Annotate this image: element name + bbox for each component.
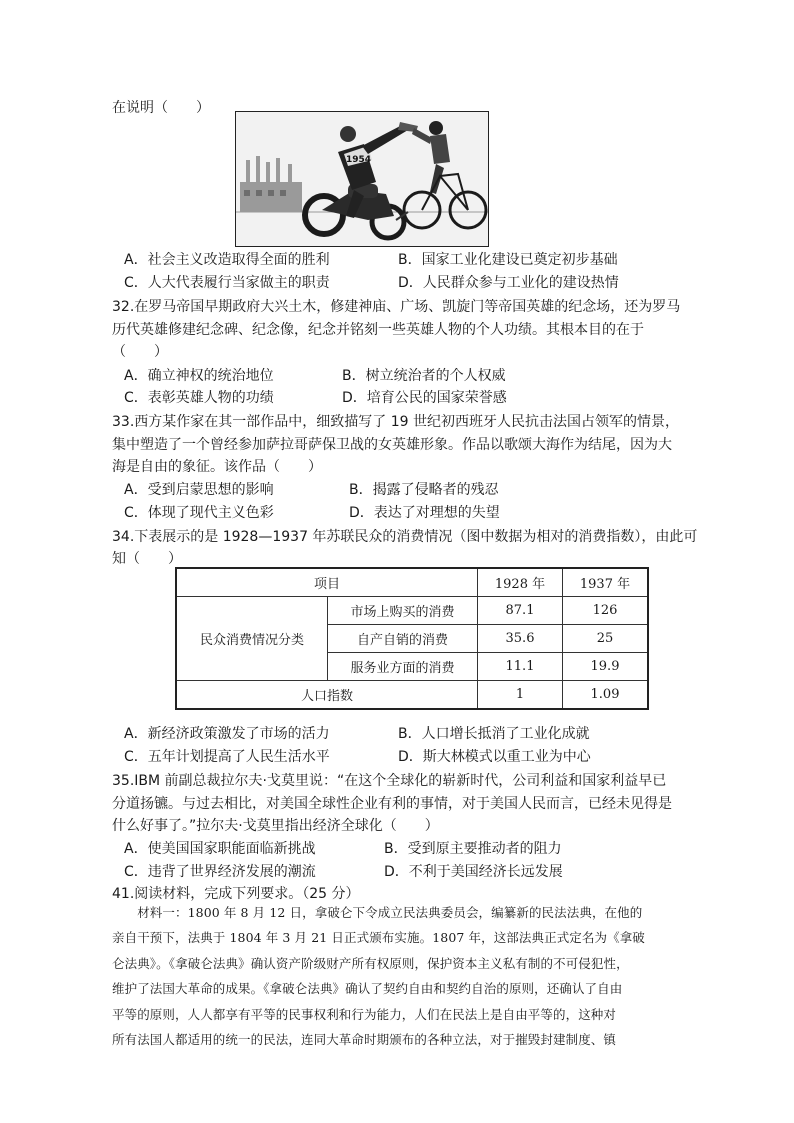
q41-title: 41.阅读材料，完成下列要求。（25 分） (112, 886, 360, 902)
q35-option-a[interactable]: A．使美国国家职能面临新挑战 (124, 841, 316, 857)
q33-stem-line-3: 海是自由的象征。该作品（ ） (112, 459, 322, 475)
table-cell: 1.09 (563, 681, 649, 710)
q35-option-b[interactable]: B．受到原主要推动者的阻力 (384, 841, 562, 857)
q31-option-b[interactable]: B．国家工业化建设已奠定初步基础 (398, 252, 618, 268)
table-header-cell: 1928 年 (478, 568, 563, 597)
q34-option-c[interactable]: C．五年计划提高了人民生活水平 (124, 749, 330, 765)
q32-option-c[interactable]: C．表彰英雄人物的功绩 (124, 390, 274, 406)
q32-option-d[interactable]: D．培育公民的国家荣誉感 (342, 390, 507, 406)
q35-stem-line-1: 35.IBM 前副总裁拉尔夫·戈莫里说：“在这个全球化的崭新时代，公司利益和国家利益早已 (112, 773, 667, 789)
q35-option-c[interactable]: C．违背了世界经济发展的潮流 (124, 864, 316, 880)
q32-stem-line-3: （ ） (112, 344, 168, 360)
q33-option-b[interactable]: B．揭露了侵略者的残忍 (349, 482, 499, 498)
q34-stem-line-1: 34.下表展示的是 1928—1937 年苏联民众的消费情况（图中数据为相对的消费指数），由此可 (112, 529, 698, 545)
q41-material-one (112, 900, 684, 1052)
q33-option-d[interactable]: D．表达了对理想的失望 (349, 505, 500, 521)
table-cell: 市场上购买的消费 (328, 597, 478, 625)
table-cell: 126 (563, 597, 649, 625)
q32-option-a[interactable]: A．确立神权的统治地位 (124, 368, 274, 384)
q34-option-d[interactable]: D．斯大林模式以重工业为中心 (398, 749, 591, 765)
material-line: 所有法国人都适用的统一的民法，连同大革命时期颁布的各种立法，对于摧毁封建制度、镇 (112, 1032, 617, 1048)
q31-option-a[interactable]: A．社会主义改造取得全面的胜利 (124, 252, 330, 268)
poster-number-label: 1954 (346, 155, 372, 165)
q34-option-b[interactable]: B．人口增长抵消了工业化成就 (398, 726, 590, 742)
q33-stem-line-2: 集中塑造了一个曾经参加萨拉哥萨保卫战的女英雄形象。作品以歌颂大海作为结尾，因为大 (112, 437, 672, 453)
table-cell: 自产自销的消费 (328, 625, 478, 653)
material-line: 材料一：1800 年 8 月 12 日，拿破仑下令成立民法典委员会，编纂新的民法法典，在他的 (112, 905, 643, 920)
table-cell: 1 (478, 681, 563, 710)
consumption-table (175, 567, 649, 710)
poster-illustration (236, 112, 488, 246)
table-header-row (176, 568, 648, 597)
q35-stem-line-3: 什么好事了。”拉尔夫·戈莫里指出经济全球化（ ） (112, 818, 439, 834)
table-cell: 19.9 (563, 653, 649, 681)
material-line: 亲自干预下，法典于 1804 年 3 月 21 日正式颁布实施。1807 年，这部法典正式定名为《拿破 (112, 930, 645, 946)
q35-stem-line-2: 分道扬镳。与过去相比，对美国全球性企业有利的事情，对于美国人民而言，已经未见得是 (112, 796, 672, 812)
q31-option-c[interactable]: C．人大代表履行当家做主的职责 (124, 275, 330, 291)
q32-option-b[interactable]: B．树立统治者的个人权威 (342, 368, 506, 384)
q33-option-c[interactable]: C．体现了现代主义色彩 (124, 505, 274, 521)
q33-option-a[interactable]: A．受到启蒙思想的影响 (124, 482, 274, 498)
table-cell: 服务业方面的消费 (328, 653, 478, 681)
table-cell: 87.1 (478, 597, 563, 625)
q31-stem-tail: 在说明（ ） (112, 100, 210, 116)
q32-stem-line-1: 32.在罗马帝国早期政府大兴土木，修建神庙、广场、凯旋门等帝国英雄的纪念场，还为罗马 (112, 299, 681, 315)
q34-option-a[interactable]: A．新经济政策激发了市场的活力 (124, 726, 330, 742)
q34-stem-line-2: 知（ ） (112, 551, 182, 567)
table-header-cell: 项目 (176, 568, 478, 597)
q35-option-d[interactable]: D．不利于美国经济长远发展 (384, 864, 563, 880)
table-cell: 人口指数 (176, 681, 478, 710)
table-cell: 25 (563, 625, 649, 653)
material-line: 仑法典》。《拿破仑法典》确认资产阶级财产所有权原则，保护资本主义私有制的不可侵犯性， (112, 955, 629, 971)
q33-stem-line-1: 33.西方某作家在其一部作品中，细致描写了 19 世纪初西班牙人民抗击法国占领军的情景， (112, 414, 679, 430)
table-row (176, 597, 648, 625)
table-cell: 11.1 (478, 653, 563, 681)
q31-option-d[interactable]: D．人民群众参与工业化的建设热情 (398, 275, 619, 291)
material-line: 平等的原则，人人都享有平等的民事权利和行为能力，人们在民法上是自由平等的，这种对 (112, 1006, 617, 1022)
material-line: 维护了法国大革命的成果。《拿破仑法典》确认了契约自由和契约自治的原则，还确认了自由 (112, 981, 623, 997)
q32-stem-line-2: 历代英雄修建纪念碑、纪念像，纪念并铭刻一些英雄人物的个人功绩。其根本目的在于 (112, 322, 644, 338)
table-header-cell: 1937 年 (563, 568, 649, 597)
q31-historical-poster-image (235, 111, 489, 247)
table-cell: 35.6 (478, 625, 563, 653)
table-group-label: 民众消费情况分类 (176, 597, 328, 681)
table-footer-row (176, 681, 648, 710)
